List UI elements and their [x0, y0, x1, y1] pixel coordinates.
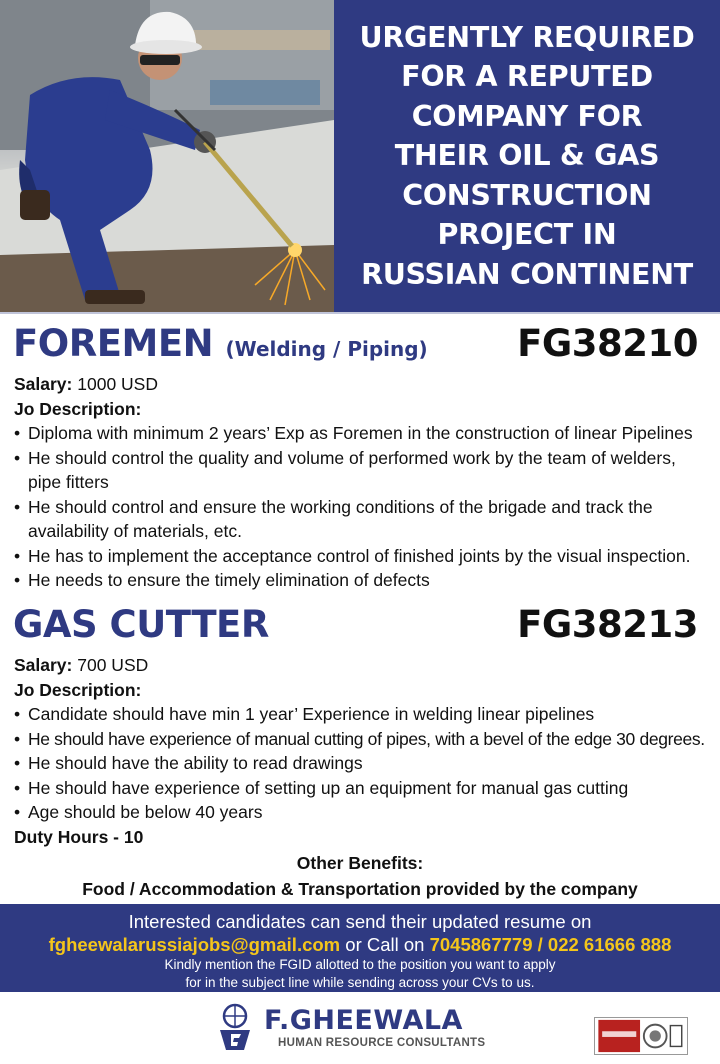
description-label: Jo Description:	[14, 679, 142, 700]
job-title	[13, 603, 269, 646]
certification-badge-icon	[594, 1017, 688, 1055]
list-item: • He should have experience of setting up an equipment for manual gas cutting	[14, 776, 710, 801]
job-gas-cutter	[0, 603, 720, 849]
headline-line: FOR A REPUTED	[401, 60, 653, 94]
headline	[360, 18, 695, 295]
headline-line: URGENTLY REQUIRED	[359, 20, 695, 54]
hero-section	[0, 0, 720, 312]
list-item: • He needs to ensure the timely elimination of defects	[14, 568, 710, 593]
benefits-title: Other Benefits:	[296, 853, 424, 873]
welder-illustration	[0, 0, 334, 312]
job-title-text: GAS CUTTER	[13, 603, 269, 646]
salary-value: 1000 USD	[77, 374, 158, 394]
headline-line: PROJECT IN	[437, 218, 617, 252]
benefits-section	[0, 850, 720, 902]
contact-note-line: Kindly mention the FGID allotted to the position you want to apply	[164, 957, 556, 972]
salary-line	[0, 653, 720, 678]
job-header	[0, 322, 720, 372]
job-header	[0, 603, 720, 653]
description-label: Jo Description:	[14, 398, 142, 419]
list-item: • Age should be below 40 years	[14, 800, 710, 825]
list-item: • He should have the ability to read drawings	[14, 751, 710, 776]
contact-phone[interactable]: 7045867779 / 022 61666 888	[429, 934, 672, 955]
contact-band	[0, 904, 720, 992]
job-foremen	[0, 322, 720, 593]
job-title-text: FOREMEN	[13, 322, 214, 365]
section-divider	[0, 312, 720, 314]
list-item: • Candidate should have min 1 year’ Experience in welding linear pipelines	[14, 702, 710, 727]
headline-line: COMPANY FOR	[411, 99, 643, 133]
duty-hours: Duty Hours - 10	[14, 826, 144, 847]
welder-photo	[0, 0, 334, 312]
company-name: F.GHEEWALA	[264, 1005, 463, 1036]
company-tagline: HUMAN RESOURCE CONSULTANTS	[278, 1037, 486, 1049]
job-title	[13, 322, 428, 365]
list-item: • Diploma with minimum 2 years’ Exp as Foremen in the construction of linear Pipelines	[14, 421, 710, 446]
contact-email-link[interactable]: fgheewalarussiajobs@gmail.com	[48, 934, 341, 955]
salary-line	[0, 372, 720, 397]
contact-note-line: for in the subject line while sending across your CVs to us.	[185, 975, 535, 990]
job-subtitle: (Welding / Piping)	[225, 337, 428, 361]
company-logo-icon	[214, 1002, 256, 1052]
salary-label: Salary:	[14, 374, 73, 394]
list-item: • He should have experience of manual cutting of pipes, with a bevel of the edge 30 degrees.	[14, 727, 710, 752]
description-list	[0, 421, 720, 593]
headline-box	[334, 0, 720, 312]
salary-value: 700 USD	[77, 655, 149, 675]
headline-line: THEIR OIL & GAS	[394, 139, 660, 173]
contact-details	[0, 933, 720, 956]
job-code: FG38210	[517, 322, 698, 365]
headline-line: CONSTRUCTION	[402, 178, 652, 212]
contact-or-call: or Call on	[340, 934, 430, 955]
job-code: FG38213	[517, 603, 698, 646]
description-list	[0, 702, 720, 825]
salary-label: Salary:	[14, 655, 73, 675]
contact-intro: Interested candidates can send their updated resume on	[128, 911, 592, 932]
benefits-text: Food / Accommodation & Transportation provided by the company	[82, 879, 638, 899]
list-item: • He has to implement the acceptance control of finished joints by the visual inspection.	[14, 544, 710, 569]
list-item: • He should control the quality and volume of performed work by the team of welders, pipe fitters	[14, 446, 710, 495]
list-item: • He should control and ensure the working conditions of the brigade and track the availability of materials, etc.	[14, 495, 710, 544]
headline-line: RUSSIAN CONTINENT	[361, 257, 693, 291]
